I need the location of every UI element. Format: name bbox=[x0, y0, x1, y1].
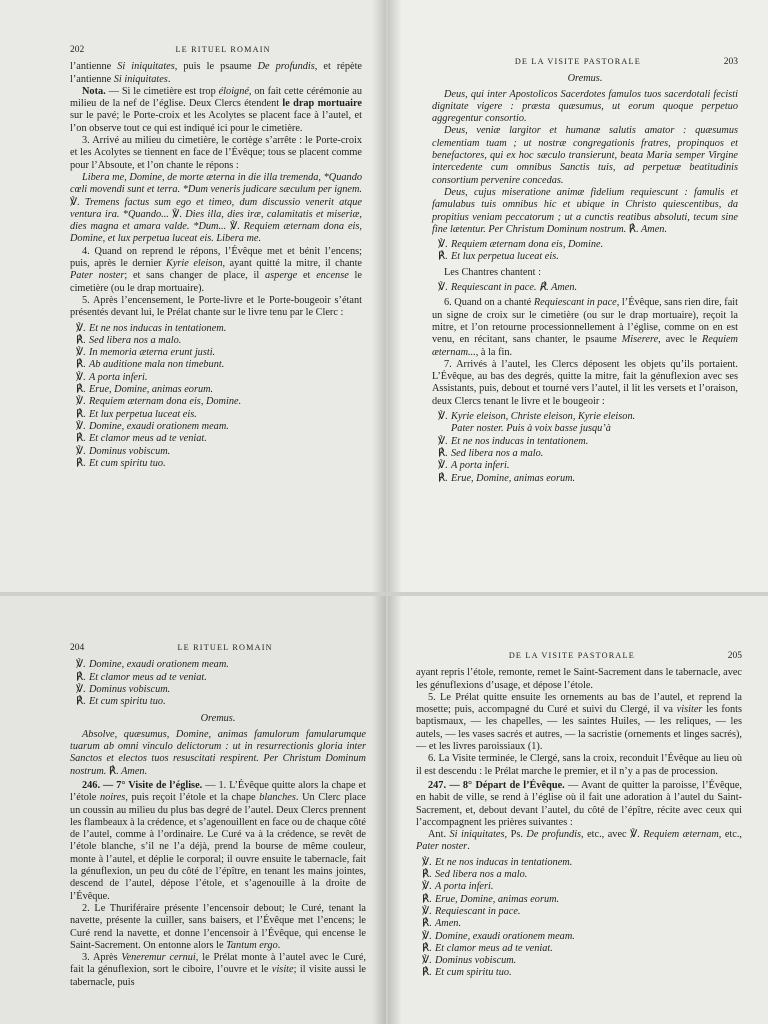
versicle-text: Et lux perpetua luceat eis. bbox=[89, 408, 197, 420]
versicle-line bbox=[438, 448, 738, 460]
versicle-symbol: ℣. bbox=[438, 239, 448, 251]
versicle-text: Amen. bbox=[435, 918, 462, 930]
versicle-text: Et cum spiritu tuo. bbox=[89, 696, 166, 708]
versicle-text: Domine, exaudi orationem meam. bbox=[89, 420, 229, 432]
book-page-204 bbox=[0, 596, 386, 1024]
versicle-text: Sed libera nos a malo. bbox=[435, 869, 528, 881]
paragraph: 7. Arrivés à l’autel, les Clercs déposent les objets qu’ils portaient. L’Évêque, au bas des degrés, quitte la mitre, fait la génuflexion avec ses Assistants, puis, debout et tourné vers l’autel, il lit les versets et l’oraison, deux Clercs tenant le livre et le bougeoir : bbox=[432, 358, 738, 407]
versicle-symbol: ℣. bbox=[422, 905, 432, 917]
versicle-text: Domine, exaudi orationem meam. bbox=[89, 659, 229, 671]
versicle-symbol: ℣. bbox=[76, 683, 86, 695]
paragraph: Les Chantres chantent : bbox=[444, 266, 541, 278]
paragraph: 3. Après Veneremur cernui, le Prélat monte à l’autel avec le Curé, fait la génuflexion, sort le ciboire, l’ouvre et le visite; il visite aussi le tabernacle, puis bbox=[70, 952, 366, 988]
versicle-text: A porta inferi. bbox=[451, 460, 510, 472]
versicle-response-list bbox=[438, 411, 738, 485]
paragraph: 247. — 8° Départ de l’Évêque. — Avant de quitter la paroisse, l’Évêque, en habit de ville, se rend à l’église où il fait une adoration à l’autel du Saint-Sacrement, et, debout devant l’autel, du côté de l’épître, récite avec ceux qui l’accompagnent les prières suivantes : bbox=[416, 779, 742, 828]
versicle-line bbox=[76, 421, 362, 433]
versicle-text: Et ne nos inducas in tentationem. bbox=[435, 856, 573, 868]
page-gutter-shadow bbox=[372, 0, 386, 592]
versicle-symbol: ℟. bbox=[76, 457, 86, 469]
versicle-line bbox=[438, 282, 738, 294]
versicle-text: Et lux perpetua luceat eis. bbox=[451, 251, 559, 263]
versicle-text: Dominus vobiscum. bbox=[435, 955, 517, 967]
versicle-text: In memoria æterna erunt justi. bbox=[89, 347, 216, 359]
versicle-text: Requiescant in pace. bbox=[435, 905, 521, 917]
versicle-text: Et clamor meus ad te veniat. bbox=[435, 942, 553, 954]
versicle-line bbox=[76, 409, 362, 421]
paragraph: 6. La Visite terminée, le Clergé, sans la croix, reconduit l’Évêque au lieu où il est descendu : le Prélat marche le premier, et il n’y a pas de procession. bbox=[416, 753, 742, 777]
versicle-symbol: ℟. bbox=[438, 472, 448, 484]
versicle-response-list bbox=[76, 659, 366, 708]
page-number: 205 bbox=[727, 651, 742, 661]
versicle-line bbox=[76, 684, 366, 696]
versicle-line bbox=[76, 446, 362, 458]
versicle-text: Domine, exaudi orationem meam. bbox=[435, 930, 575, 942]
versicle-response-list bbox=[438, 282, 738, 294]
versicle-symbol: ℣. bbox=[422, 955, 432, 967]
paragraph: 246. — 7° Visite de l’église. — 1. L’Évêque quitte alors la chape et l’étole noires, puis reçoit l’étole et la chape blanches. Un Clerc place un coussin au milieu du plus bas degré de l’autel. Deux Clercs prennent les flambeaux à la crédence, et s’agenouillent en face ou de chaque côté de l’autel, comme à l’ordinaire. Le Curé va à la crédence, se revêt de l’étole blanche, s’il ne l’a déjà, prend la bourse de même couleur, monte à l’autel, et déplie le corporal; il ouvre ensuite le tabernacle, fait la génuflexion, un peu du côté de l’épître, en tenant les mains jointes, descend de l’autel, dépose l’étole, et s’agenouille à la droite de l’Évêque. bbox=[70, 779, 366, 902]
running-head bbox=[416, 650, 742, 662]
versicle-line bbox=[422, 869, 742, 881]
versicle-line bbox=[422, 955, 742, 967]
versicle-line bbox=[76, 347, 362, 359]
versicle-symbol: ℟. bbox=[76, 696, 86, 708]
versicle-symbol: ℣. bbox=[76, 396, 86, 408]
paragraph: Nota. — Si le cimetière est trop éloigné, on fait cette cérémonie au milieu de la nef de l’église. Deux Clercs étendent le drap mortuaire sur le pavé; le Porte-croix et les Acolytes se placent face à l’autel, et l’on observe tout ce qui est indiqué ici pour le cimetière. bbox=[70, 85, 362, 134]
versicle-response-list bbox=[422, 857, 742, 980]
versicle-text: Pater noster. Puis à voix basse jusqu’à bbox=[451, 423, 611, 435]
versicle-line bbox=[438, 423, 738, 435]
versicle-symbol: ℟. bbox=[76, 334, 86, 346]
versicle-text: Et cum spiritu tuo. bbox=[89, 457, 166, 469]
versicle-text: Et cum spiritu tuo. bbox=[435, 967, 512, 979]
paragraph: 5. Le Prélat quitte ensuite les ornements au bas de l’autel, et reprend la mosette; puis, accompagné du Curé et suivi du Clergé, il va visiter les fonts baptismaux, — les chapelles, — les saintes Huiles, — les reliques, — les autels, — les vases sacrés et autres, — la sacristie (ornements et linges sacrés), — et les livres paroissiaux (1). bbox=[416, 691, 742, 753]
versicle-line bbox=[76, 696, 366, 708]
versicle-text: Kyrie eleison, Christe eleison, Kyrie eleison. bbox=[451, 411, 636, 423]
page-number: 204 bbox=[70, 643, 85, 653]
versicle-text: Dominus vobiscum. bbox=[89, 683, 171, 695]
versicle-line bbox=[438, 473, 738, 485]
running-title: LE RITUEL ROMAIN bbox=[177, 643, 273, 652]
versicle-line bbox=[76, 323, 362, 335]
page-body bbox=[432, 73, 738, 485]
page-gutter-shadow bbox=[372, 596, 386, 1024]
versicle-symbol: ℟. bbox=[422, 869, 432, 881]
versicle-response-list bbox=[438, 239, 738, 264]
versicle-text: Et ne nos inducas in tentationem. bbox=[89, 322, 227, 334]
versicle-line bbox=[76, 384, 362, 396]
versicle-text: Erue, Domine, animas eorum. bbox=[89, 384, 214, 396]
versicle-text: Et ne nos inducas in tentationem. bbox=[451, 435, 589, 447]
page-gutter-shadow bbox=[388, 596, 402, 1024]
versicle-symbol: ℟. bbox=[76, 384, 86, 396]
running-head bbox=[432, 56, 738, 68]
versicle-line bbox=[422, 881, 742, 893]
running-title: DE LA VISITE PASTORALE bbox=[508, 651, 635, 660]
versicle-text: Sed libera nos a malo. bbox=[451, 447, 544, 459]
page-body bbox=[70, 61, 362, 470]
paragraph: Deus, veniæ largitor et humanæ salutis amator : quæsumus clementiam tuam ; ut nostræ congregationis fratres, propinquos et benefactores, qui ex hoc sæculo transierunt, beata Maria semper Virgine intercedente cum omnibus Sanctis tuis, ad perpetuæ beatitudinis consortium pervenire concedas. bbox=[432, 125, 738, 186]
versicle-line bbox=[422, 967, 742, 979]
versicle-symbol: ℟. bbox=[76, 359, 86, 371]
versicle-symbol: ℣. bbox=[76, 659, 86, 671]
versicle-symbol: ℟. bbox=[76, 433, 86, 445]
versicle-line bbox=[438, 411, 738, 423]
versicle-symbol: ℟. bbox=[422, 967, 432, 979]
paragraph: Ant. Si iniquitates, Ps. De profundis, etc., avec ℣. Requiem æternam, etc., Pater noster. bbox=[416, 829, 743, 853]
paragraph: 4. Quand on reprend le répons, l’Évêque met et bénit l’encens; puis, après le dernier Kyrie eleison, ayant quitté la mitre, il chante Pater noster; et sans changer de place, il asperge et encense le cimetière (ou le drap mortuaire). bbox=[70, 245, 363, 294]
running-head bbox=[70, 44, 362, 56]
page-number: 202 bbox=[70, 45, 85, 55]
versicle-line bbox=[76, 359, 362, 371]
paragraph: 3. Arrivé au milieu du cimetière, le cortège s’arrête : le Porte-croix et les Acolytes se tiennent en face de l’Évêque; tous se placent comme pour l’Absoute, et l’on chante le répons : bbox=[70, 135, 362, 171]
versicle-line bbox=[76, 396, 362, 408]
versicle-text: Erue, Domine, animas eorum. bbox=[451, 472, 576, 484]
versicle-text: Et clamor meus ad te veniat. bbox=[89, 671, 207, 683]
versicle-symbol: ℣. bbox=[438, 411, 448, 423]
paragraph: 5. Après l’encensement, le Porte-livre et le Porte-bougeoir s’étant présentés devant lui, le Prélat chante sur le livre tenu par le Clerc : bbox=[70, 294, 362, 319]
versicle-line bbox=[76, 335, 362, 347]
versicle-symbol: ℣. bbox=[76, 420, 86, 432]
paragraph: l’antienne Si iniquitates, puis le psaume De profundis, et répète l’antienne Si iniquitates. bbox=[70, 61, 363, 85]
versicle-line bbox=[76, 659, 366, 671]
versicle-symbol: ℣. bbox=[76, 347, 86, 359]
book-page-202 bbox=[0, 0, 386, 592]
versicle-text: Erue, Domine, animas eorum. bbox=[435, 893, 560, 905]
versicle-symbol: ℣. bbox=[76, 445, 86, 457]
versicle-text: A porta inferi. bbox=[89, 371, 148, 383]
versicle-symbol: ℣. bbox=[422, 881, 432, 893]
book-page-203 bbox=[388, 0, 768, 592]
versicle-symbol: ℣. bbox=[438, 435, 448, 447]
versicle-text: Requiem æternam dona eis, Domine. bbox=[451, 239, 604, 251]
versicle-symbol: ℣. bbox=[438, 282, 448, 294]
page-body bbox=[70, 659, 366, 989]
versicle-response-list bbox=[76, 323, 362, 471]
versicle-symbol: ℣. bbox=[76, 371, 86, 383]
paragraph: 2. Le Thuriféraire présente l’encensoir debout; le Curé, tenant la navette, présente la cuiller, sans baisers, et l’Évêque met l’encens; le Curé rend la navette, et donne l’encensoir à l’Évêque, qui encense le Saint-Sacrement. On entonne alors le Tantum ergo. bbox=[70, 902, 366, 951]
paragraph: Libera me, Domine, de morte æterna in die illa tremenda, *Quando cœli movendi sunt et terra. *Dum veneris judicare sæculum per ignem. ℣. Tremens factus sum ego et timeo, dum discussio venerit atque ventura ira. *Quando... ℣. Dies illa, dies iræ, calamitatis et miseriæ, dies magna et amara valde. *Dum... ℣. Requiem æternam dona eis, Domine, et lux perpetua luceat eis. Libera me. bbox=[70, 171, 363, 245]
versicle-text: A porta inferi. bbox=[435, 881, 494, 893]
versicle-line bbox=[422, 906, 742, 918]
oremus-heading: Oremus. bbox=[567, 73, 603, 85]
versicle-line bbox=[76, 372, 362, 384]
oremus-heading: Oremus. bbox=[200, 713, 236, 725]
versicle-line bbox=[422, 931, 742, 943]
running-head bbox=[70, 642, 366, 654]
versicle-line bbox=[438, 436, 738, 448]
versicle-line bbox=[76, 458, 362, 470]
versicle-symbol: ℣. bbox=[438, 460, 448, 472]
versicle-symbol: ℟. bbox=[76, 671, 86, 683]
paragraph: 6. Quand on a chanté Requiescant in pace, l’Évêque, sans rien dire, fait un signe de croix sur le cimetière (ou sur le drap mortuaire), reçoit la mitre, et l’on retourne processionnellement à l’église, comme on en est venu, en récitant, sans chanter, le psaume Miserere, avec le Requiem æternam..., à la fin. bbox=[432, 297, 739, 358]
paragraph: Deus, qui inter Apostolicos Sacerdotes famulos tuos sacerdotali fecisti dignitate vigere : præsta quæsumus, ut eorum quoque perpetuo aggregentur consortio. bbox=[432, 88, 738, 125]
versicle-symbol: ℣. bbox=[76, 322, 86, 334]
versicle-symbol: ℣. bbox=[422, 856, 432, 868]
versicle-text: Sed libera nos a malo. bbox=[89, 334, 182, 346]
versicle-text: Requiem æternam dona eis, Domine. bbox=[89, 396, 242, 408]
versicle-text: Requiescant in pace. ℟. Amen. bbox=[451, 282, 578, 294]
paragraph: Absolve, quæsumus, Domine, animas famulorum famularumque tuarum ab omni vinculo delictorum : ut in resurrectionis gloria inter Sanctos et electos tuos resuscitati respirent. Per Christum Dominum nostrum. ℟. Amen. bbox=[70, 728, 366, 777]
running-title: LE RITUEL ROMAIN bbox=[175, 45, 271, 54]
versicle-symbol: ℟. bbox=[438, 251, 448, 263]
versicle-symbol: ℟. bbox=[438, 447, 448, 459]
versicle-text: Ab auditione mala non timebunt. bbox=[89, 359, 225, 371]
versicle-text: Dominus vobiscum. bbox=[89, 445, 171, 457]
versicle-line bbox=[422, 918, 742, 930]
paragraph: ayant repris l’étole, remonte, remet le Saint-Sacrement dans le tabernacle, avec les génuflexions d’usage, et dépose l’étole. bbox=[416, 667, 742, 691]
page-body bbox=[416, 667, 742, 979]
versicle-line bbox=[422, 943, 742, 955]
page-gutter-shadow bbox=[388, 0, 402, 592]
versicle-line bbox=[422, 894, 742, 906]
versicle-symbol: ℟. bbox=[422, 918, 432, 930]
versicle-symbol: ℣. bbox=[422, 930, 432, 942]
versicle-line bbox=[438, 239, 738, 251]
versicle-line bbox=[76, 672, 366, 684]
versicle-text: Et clamor meus ad te veniat. bbox=[89, 433, 207, 445]
versicle-line bbox=[422, 857, 742, 869]
versicle-line bbox=[76, 433, 362, 445]
versicle-line bbox=[438, 251, 738, 263]
book-page-205 bbox=[388, 596, 768, 1024]
versicle-symbol: ℟. bbox=[76, 408, 86, 420]
versicle-symbol: ℟. bbox=[422, 942, 432, 954]
page-number: 203 bbox=[723, 57, 738, 67]
running-title: DE LA VISITE PASTORALE bbox=[514, 57, 641, 66]
versicle-symbol: ℟. bbox=[422, 893, 432, 905]
paragraph: Deus, cujus miseratione animæ fidelium requiescunt : famulis et famulabus tuis omnibus hic et ubique in Christo quiescentibus, da propitius veniam peccatorum ; ut a cunctis reatibus absoluti, tecum sine fine lætentur. Per Christum Dominum nostrum. ℟. Amen. bbox=[432, 186, 738, 235]
versicle-line bbox=[438, 460, 738, 472]
